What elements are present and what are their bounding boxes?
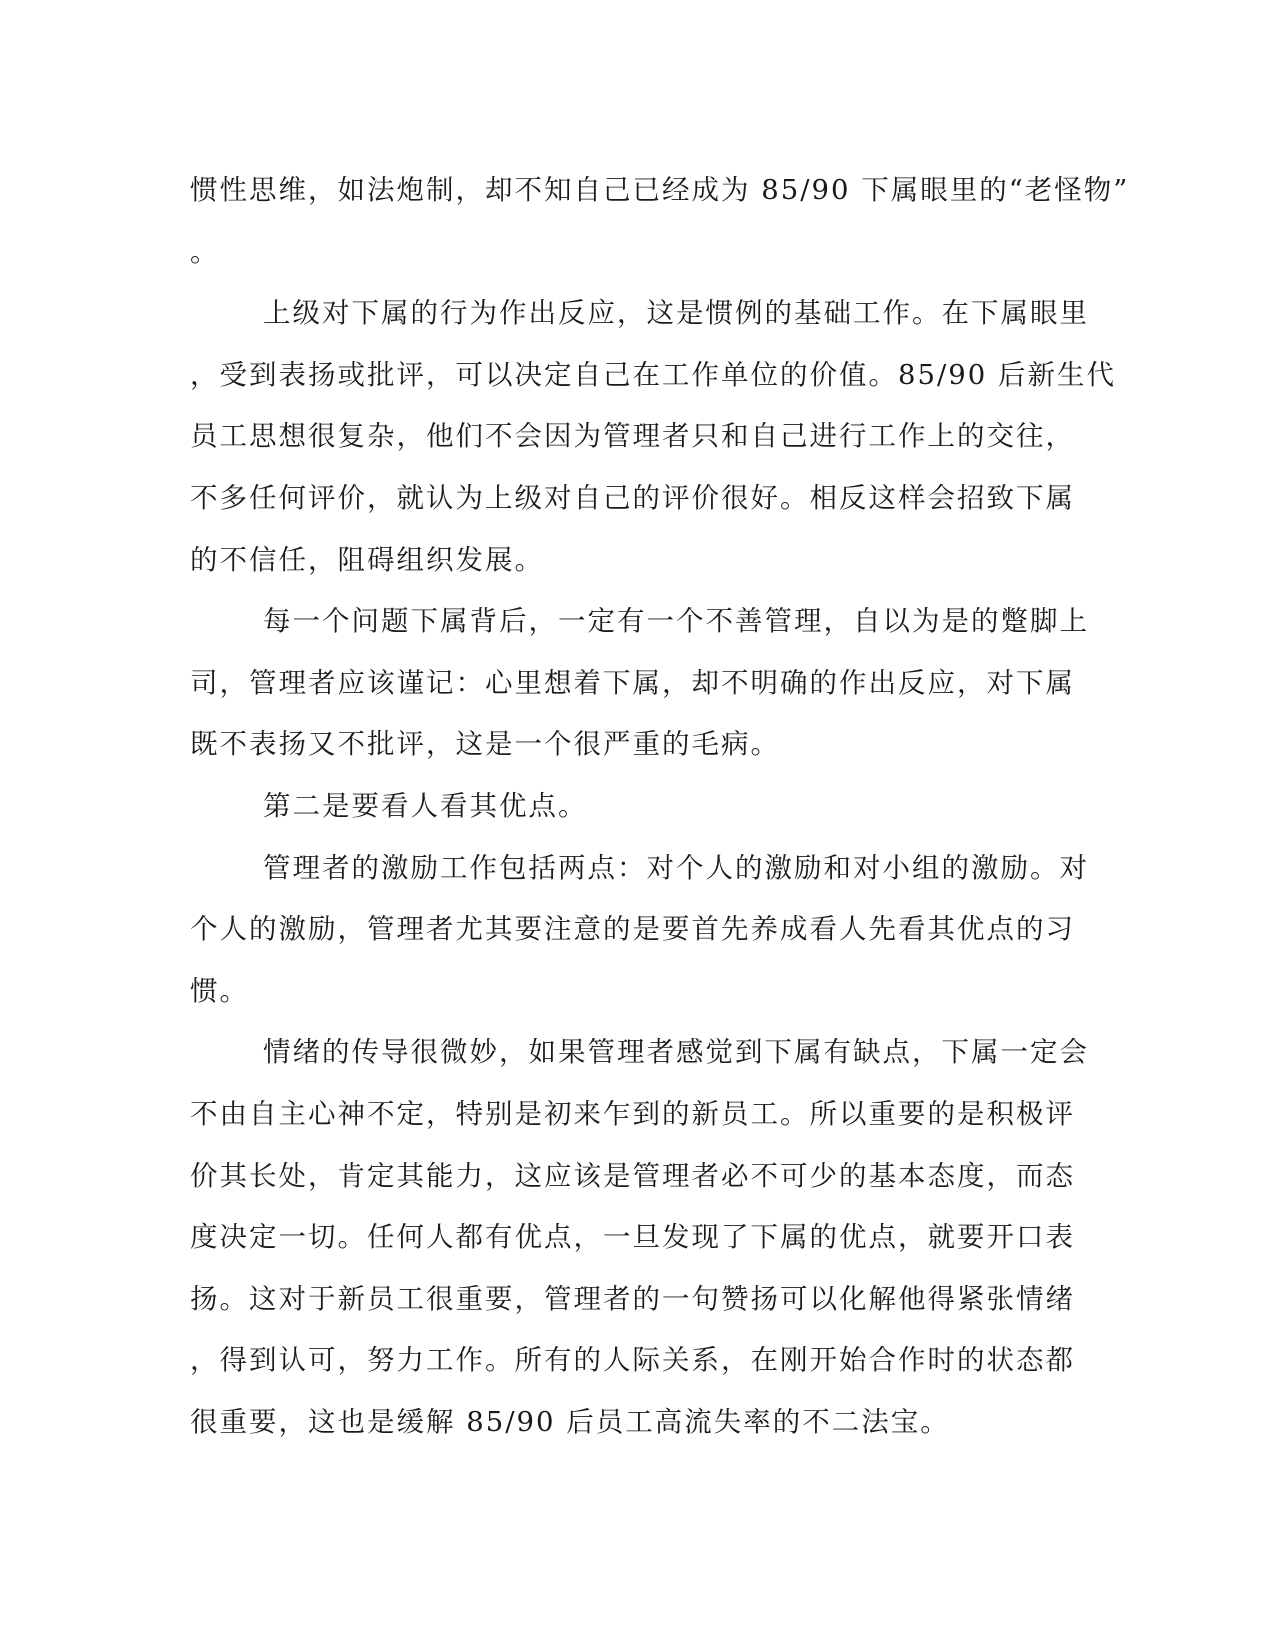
text-line: 员工思想很复杂，他们不会因为管理者只和自己进行工作上的交往， xyxy=(190,420,1075,453)
text-line: 不由自主心神不定，特别是初来乍到的新员工。所以重要的是积极评 xyxy=(190,1097,1075,1130)
document-body xyxy=(190,160,1130,1453)
text-line: 司，管理者应该谨记：心里想着下属，却不明确的作出反应，对下属 xyxy=(190,666,1075,699)
paragraph-start-line: 每一个问题下属背后，一定有一个不善管理，自以为是的蹩脚上 xyxy=(263,605,1089,638)
text-line: 惯性思维，如法炮制，却不知自己已经成为 85/90 下属眼里的“老怪物” xyxy=(190,174,1130,206)
text-line: 很重要，这也是缓解 85/90 后员工高流失率的不二法宝。 xyxy=(190,1405,950,1438)
text-line: 价其长处，肯定其能力，这应该是管理者必不可少的基本态度，而态 xyxy=(190,1159,1075,1192)
section-heading-line: 第二是要看人看其优点。 xyxy=(263,789,588,822)
text-line: 扬。这对于新员工很重要，管理者的一句赞扬可以化解他得紧张情绪 xyxy=(190,1282,1075,1315)
text-line: 。 xyxy=(190,235,220,268)
paragraph-start-line: 上级对下属的行为作出反应，这是惯例的基础工作。在下属眼里 xyxy=(263,297,1089,330)
text-line: ，受到表扬或批评，可以决定自己在工作单位的价值。85/90 后新生代 xyxy=(190,358,1116,391)
text-line: 不多任何评价，就认为上级对自己的评价很好。相反这样会招致下属 xyxy=(190,481,1075,514)
paragraph-start-line: 管理者的激励工作包括两点：对个人的激励和对小组的激励。对 xyxy=(263,851,1089,884)
paragraph-start-line: 情绪的传导很微妙，如果管理者感觉到下属有缺点，下属一定会 xyxy=(263,1036,1089,1069)
text-line: ，得到认可，努力工作。所有的人际关系，在刚开始合作时的状态都 xyxy=(190,1344,1075,1377)
text-line: 的不信任，阻碍组织发展。 xyxy=(190,543,544,576)
text-line: 既不表扬又不批评，这是一个很严重的毛病。 xyxy=(190,728,780,761)
text-line: 个人的激励，管理者尤其要注意的是要首先养成看人先看其优点的习 xyxy=(190,913,1075,946)
text-line: 度决定一切。任何人都有优点，一旦发现了下属的优点，就要开口表 xyxy=(190,1221,1075,1254)
text-line: 惯。 xyxy=(190,974,249,1007)
